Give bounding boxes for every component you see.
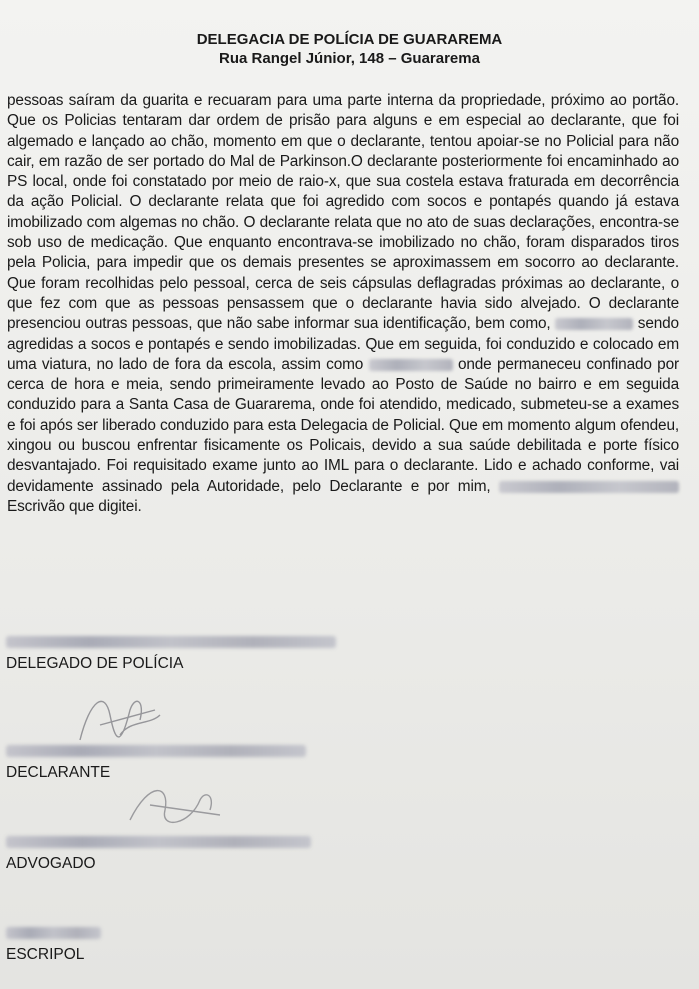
redacted-name bbox=[555, 318, 633, 330]
signature-role: DECLARANTE bbox=[6, 764, 111, 781]
redacted-signature-name bbox=[6, 636, 336, 648]
redacted-signature-name bbox=[6, 927, 101, 939]
statement-part-1: pessoas saíram da guarita e recuaram para uma parte interna da propriedade, próximo ao portão. Que os Policias tentaram dar ordem de prisão para alguns e em especial ao declarante, que foi algemado e lançado ao chão, momento em que o declarante, tentou apoiar-se no Policial para não cair, em razão de ser portado do Mal de Parkinson.O declarante posteriormente foi encaminhado ao PS local, onde foi constatado por meio de raio-x, que sua costela estava fraturada em decorrência da ação Policial. O declarante relata que foi agredido com socos e pontapés quando já estava imobilizado com algemas no chão. O declarante relata que no ato de suas declarações, encontra-se sob uso de medicação. Que enquanto encontrava-se imobilizado no chão, foram disparados tiros pela Policia, para impedir que os demais presentes se aproximassem em socorro ao declarante. Que foram recolhidas pelo pessoal, cerca de seis cápsulas deflagradas próximas ao declarante, o que fez com que as pessoas pensassem que o declarante havia sido alvejado. O declarante presenciou outras pessoas, que não sabe informar sua identificação, bem como, bbox=[7, 92, 679, 333]
statement-part-4: Escrivão que digitei. bbox=[7, 497, 142, 515]
redacted-name bbox=[499, 481, 679, 493]
redacted-signature-name bbox=[6, 745, 306, 757]
signature-escripol bbox=[6, 927, 101, 964]
signature-declarante bbox=[6, 745, 306, 782]
document-header bbox=[0, 30, 699, 68]
statement-text bbox=[7, 91, 679, 517]
signature-advogado bbox=[6, 836, 311, 873]
signature-delegado bbox=[6, 636, 336, 673]
signature-role: DELEGADO DE POLÍCIA bbox=[6, 655, 184, 672]
header-title: DELEGACIA DE POLÍCIA DE GUARAREMA bbox=[196, 31, 503, 48]
signature-role: ESCRIPOL bbox=[6, 946, 85, 963]
redacted-name bbox=[369, 359, 453, 371]
statement-part-2: sendo agredidas a socos e pontapés e sendo imobilizadas. Que em seguida, foi conduzido e colocado em uma viatura, no lado de fora da escola, assim como bbox=[7, 315, 679, 373]
header-address: Rua Rangel Júnior, 148 – Guararema bbox=[219, 50, 480, 67]
statement-part-3: onde permaneceu confinado por cerca de hora e meia, sendo primeiramente levado ao Posto de Saúde no bairro e em seguida conduzido para a Santa Casa de Guararema, onde foi atendido, medicado, submeteu-se a exames e foi após ser liberado conduzido para esta Delegacia de Policial. Que em momento algum ofendeu, xingou ou buscou enfrentar fisicamente os Policais, devido a sua saúde debilitada e porte físico desvantajado. Foi requisitado exame junto ao IML para o declarante. Lido e achado conforme, vai devidamente assinado pela Autoridade, pelo Declarante e por mim, bbox=[7, 355, 679, 495]
redacted-signature-name bbox=[6, 836, 311, 848]
signature-role: ADVOGADO bbox=[6, 855, 96, 872]
